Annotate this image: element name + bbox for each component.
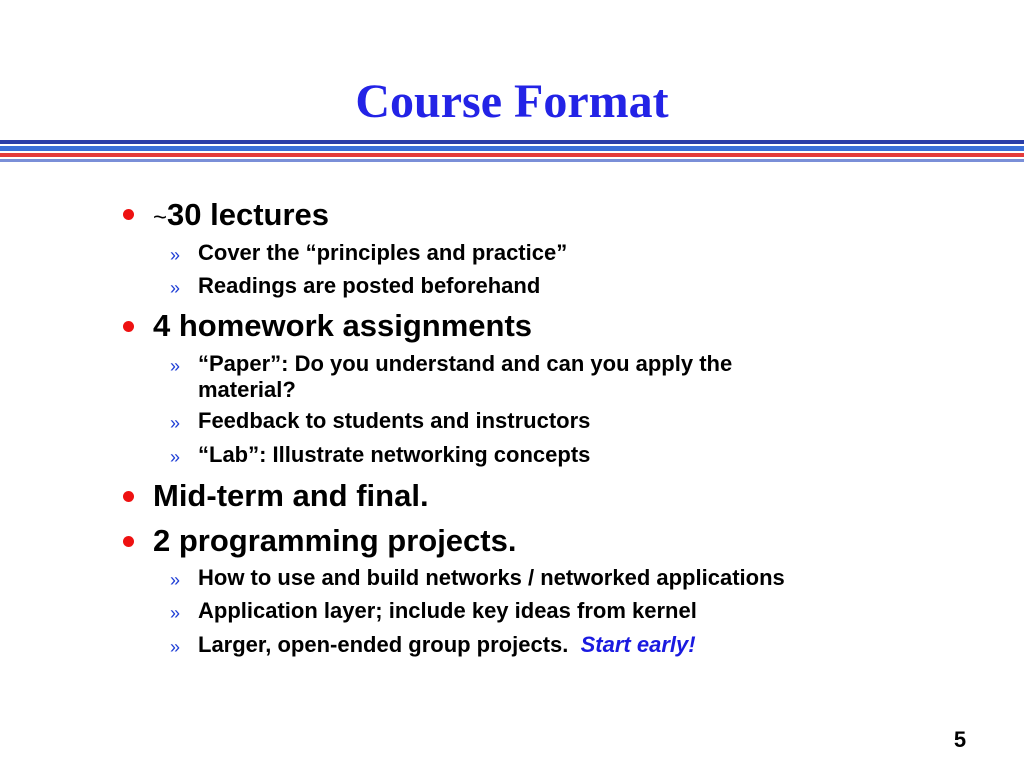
chevron-icon: » [170, 245, 181, 265]
chevron-icon: » [170, 447, 181, 467]
sub-item-principles: Cover the “principles and practice” [198, 240, 568, 265]
page-number: 5 [953, 727, 967, 752]
chevron-icon: » [170, 413, 181, 433]
bullet-item-projects: 2 programming projects. [153, 523, 517, 558]
chevron-icon: » [170, 603, 181, 623]
bullet-item-lectures [153, 197, 329, 236]
sub-item-application-layer: Application layer; include key ideas from kernel [198, 598, 697, 623]
chevron-icon: » [170, 637, 181, 657]
bullet-item-homework: 4 homework assignments [153, 308, 533, 343]
slide-title: Course Format [355, 75, 669, 128]
bullet-dot-icon [123, 321, 134, 332]
chevron-icon: » [170, 278, 181, 298]
sub-item-feedback: Feedback to students and instructors [198, 408, 591, 433]
sub-item-label: Larger, open-ended group projects. [198, 632, 569, 657]
sub-item-lab: “Lab”: Illustrate networking concepts [198, 442, 591, 467]
bullet-dot-icon [123, 536, 134, 547]
bullet-dot-icon [123, 209, 134, 220]
chevron-icon: » [170, 570, 181, 590]
start-early-emphasis: Start early! [580, 632, 696, 657]
sub-item-group-projects [198, 632, 696, 658]
sub-item-paper-line1: “Paper”: Do you understand and can you apply the [198, 351, 733, 376]
bullet-item-exams: Mid-term and final. [153, 478, 429, 513]
sub-item-readings: Readings are posted beforehand [198, 273, 541, 298]
sub-item-build-networks: How to use and build networks / networked applications [198, 565, 785, 590]
chevron-icon: » [170, 356, 181, 376]
bullet-item-label: 30 lectures [167, 197, 330, 232]
sub-item-paper-line2: material? [198, 377, 296, 402]
tilde-prefix: ~ [153, 204, 168, 231]
bullet-dot-icon [123, 491, 134, 502]
